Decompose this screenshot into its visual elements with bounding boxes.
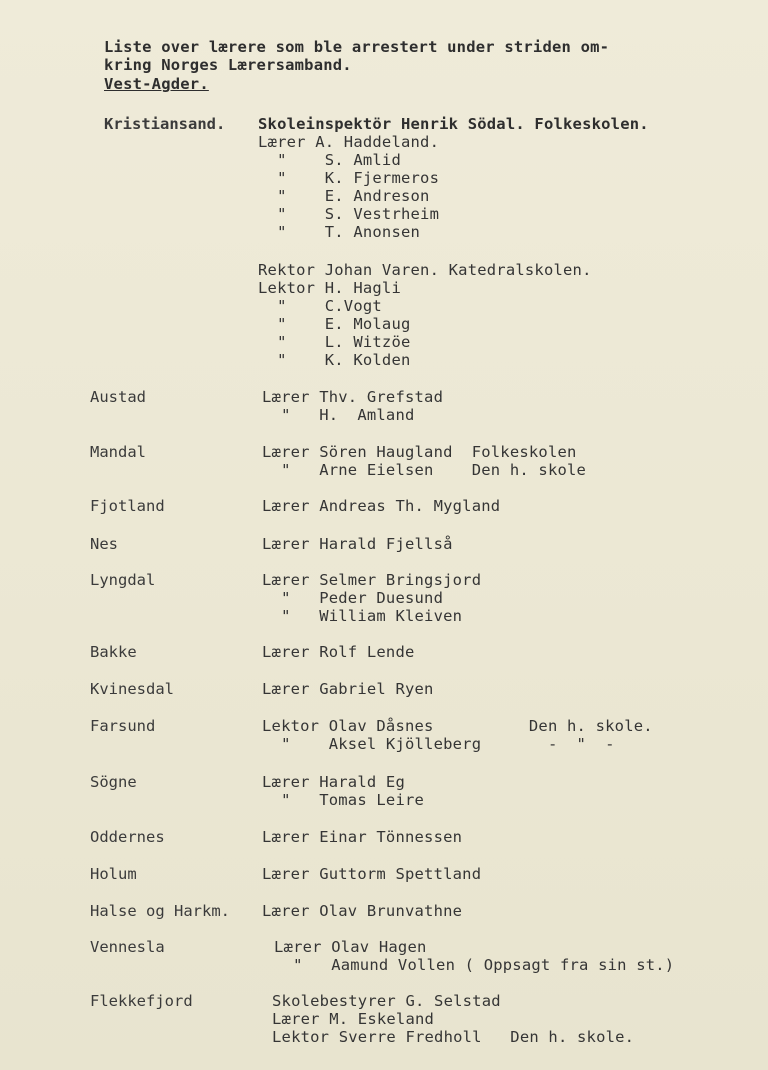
place-fjotland: Fjotland xyxy=(90,497,165,515)
entry-line: " S. Vestrheim xyxy=(258,205,440,223)
entry-line: " Aamund Vollen ( Oppsagt fra sin st.) xyxy=(274,956,675,974)
place-lyngdal: Lyngdal xyxy=(90,571,156,589)
place-kristiansand: Kristiansand. xyxy=(104,115,226,133)
entry-line: Rektor Johan Varen. Katedralskolen. xyxy=(258,261,592,279)
entry-line: " Peder Duesund xyxy=(262,589,444,607)
entry-line: " Arne Eielsen Den h. skole xyxy=(262,461,587,479)
place-farsund: Farsund xyxy=(90,717,156,735)
entry-line: " H. Amland xyxy=(262,406,415,424)
entry-line: " E. Molaug xyxy=(258,315,411,333)
entry-line: " K. Kolden xyxy=(258,351,411,369)
entry-line: Lærer Harald Fjellså xyxy=(262,535,453,553)
entry-line: Lærer Olav Brunvathne xyxy=(262,902,463,920)
entry-line: " E. Andreson xyxy=(258,187,430,205)
entry-line: " C.Vogt xyxy=(258,297,382,315)
entry-line: Lektor Sverre Fredholl Den h. skole. xyxy=(272,1028,635,1046)
entry-line: Lærer Harald Eg xyxy=(262,773,405,791)
place-austad: Austad xyxy=(90,388,146,406)
place-flekkefjord: Flekkefjord xyxy=(90,992,193,1010)
place-mandal: Mandal xyxy=(90,443,146,461)
place-sogne: Sögne xyxy=(90,773,137,791)
place-bakke: Bakke xyxy=(90,643,137,661)
entry-line: Lærer Sören Haugland Folkeskolen xyxy=(262,443,577,461)
entry-line: Lærer Rolf Lende xyxy=(262,643,415,661)
header-line-2: kring Norges Lærersamband. xyxy=(104,56,352,74)
place-nes: Nes xyxy=(90,535,118,553)
entry-line: Skoleinspektör Henrik Södal. Folkeskolen. xyxy=(258,115,649,133)
region-heading: Vest-Agder. xyxy=(104,75,209,93)
entry-line: Lektor Olav Dåsnes Den h. skole. xyxy=(262,717,653,735)
place-kvinesdal: Kvinesdal xyxy=(90,680,174,698)
entry-line: " Tomas Leire xyxy=(262,791,425,809)
entry-line: Skolebestyrer G. Selstad xyxy=(272,992,501,1010)
entry-line: Lektor H. Hagli xyxy=(258,279,401,297)
entry-line: Lærer Einar Tönnessen xyxy=(262,828,463,846)
header-line-1: Liste over lærere som ble arrestert under striden om- xyxy=(104,38,610,56)
entry-line: Lærer Andreas Th. Mygland xyxy=(262,497,501,515)
entry-line: Lærer Gabriel Ryen xyxy=(262,680,434,698)
entry-line: " William Kleiven xyxy=(262,607,463,625)
entry-line: Lærer Olav Hagen xyxy=(274,938,427,956)
entry-line: Lærer Guttorm Spettland xyxy=(262,865,482,883)
place-vennesla: Vennesla xyxy=(90,938,165,956)
entry-line: Lærer Thv. Grefstad xyxy=(262,388,444,406)
entry-line: " T. Anonsen xyxy=(258,223,421,241)
entry-line: Lærer A. Haddeland. xyxy=(258,133,440,151)
entry-line: " S. Amlid xyxy=(258,151,401,169)
entry-line: " L. Witzöe xyxy=(258,333,411,351)
entry-line: Lærer Selmer Bringsjord xyxy=(262,571,482,589)
entry-line: " K. Fjermeros xyxy=(258,169,440,187)
place-oddernes: Oddernes xyxy=(90,828,165,846)
entry-line: " Aksel Kjölleberg - " - xyxy=(262,735,615,753)
entry-line: Lærer M. Eskeland xyxy=(272,1010,435,1028)
place-halse-og-harkm: Halse og Harkm. xyxy=(90,902,230,920)
place-holum: Holum xyxy=(90,865,137,883)
